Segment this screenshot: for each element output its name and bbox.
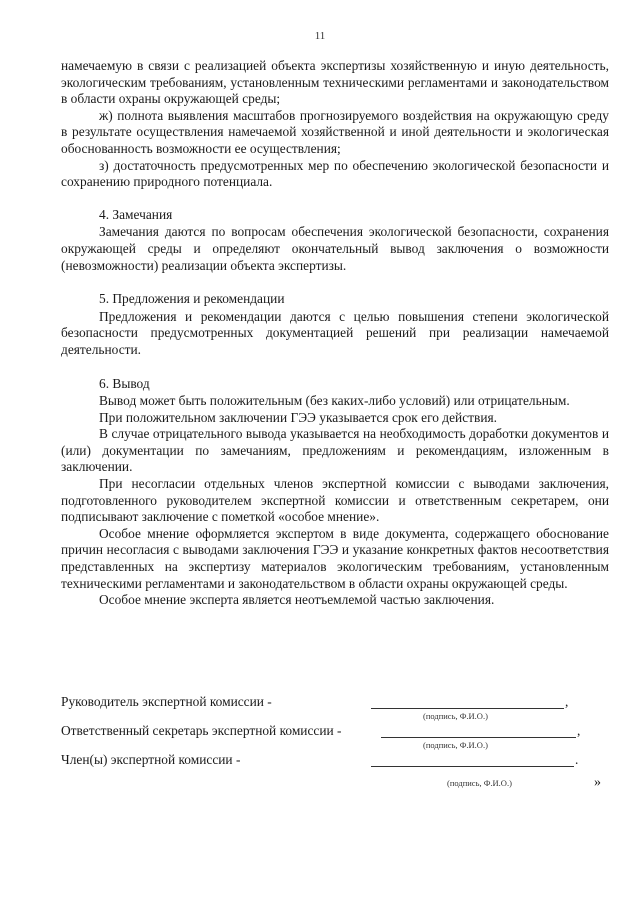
conclusion-paragraph: Вывод может быть положительным (без каких-либо условий) или отрицательным. (99, 393, 570, 409)
paragraph-continuation: намечаемую в связи с реализацией объекта экспертизы хозяйственную и иную деятельность, экологическим требованиям, установленным техническими регламентами и законодательством в области охраны окружающей среды; (61, 58, 609, 107)
paragraph-item-zh: ж) полнота выявления масштабов прогнозируемого воздействия на окружающую среду в результате осуществления намечаемой хозяйственной и иной деятельности и экологическая обоснованность возможности ее осуществления; (61, 107, 609, 156)
section-heading-remarks: 4. Замечания (99, 206, 173, 222)
section-text-proposals: Предложения и рекомендации даются с целью повышения степени экологической безопасности предусмотренных документацией решений при реализации намечаемой деятельности. (61, 308, 609, 357)
conclusion-paragraph: В случае отрицательного вывода указывается на необходимость доработки документов и (или) документации по замечаниям, предложениям и рекомендациям, изложенным в заключении. (61, 426, 609, 475)
page-number: 11 (314, 30, 326, 42)
signature-line (381, 737, 576, 738)
signature-punct: , (577, 723, 581, 738)
conclusion-paragraph: Особое мнение эксперта является неотъемлемой частью заключения. (99, 592, 495, 608)
conclusion-paragraph: Особое мнение оформляется экспертом в виде документа, содержащего обоснование причин несогласия с выводами заключения ГЭЭ и указание конкретных фактов несоответствия представленных на экспертизу материалов экологическим требованиям, установленным техническими регламентами и законодательством в области охраны окружающей среды. (61, 525, 609, 591)
signature-caption: (подпись, Ф.И.О.) (423, 740, 488, 750)
section-heading-conclusion: 6. Вывод (99, 375, 150, 391)
signature-row-head (61, 694, 621, 723)
signature-block (61, 694, 621, 788)
paragraph-item-z: з) достаточность предусмотренных мер по обеспечению экологической безопасности и сохранению природного потенциала. (61, 157, 609, 190)
signature-role: Ответственный секретарь экспертной комиссии - (61, 723, 342, 738)
signature-line (371, 766, 574, 767)
closing-quote: » (594, 775, 601, 790)
signature-punct: , (565, 694, 569, 709)
conclusion-paragraph: При несогласии отдельных членов экспертной комиссии с выводами заключения, подготовленного руководителем экспертной комиссии и ответственным секретарем, они подписывают заключение с пометкой «особое мнение». (61, 476, 609, 525)
section-heading-proposals: 5. Предложения и рекомендации (99, 291, 285, 307)
signature-row-members (61, 752, 621, 788)
signature-line (371, 708, 564, 709)
section-text-remarks: Замечания даются по вопросам обеспечения экологической безопасности, сохранения окружающей среды и определяют окончательный вывод заключения о возможности (невозможности) реализации объекта экспертизы. (61, 224, 609, 273)
signature-role: Член(ы) экспертной комиссии - (61, 752, 241, 767)
signature-punct: . (575, 752, 579, 767)
signature-caption: (подпись, Ф.И.О.) (447, 778, 512, 788)
document-body (61, 58, 609, 609)
signature-role: Руководитель экспертной комиссии - (61, 694, 272, 709)
signature-caption: (подпись, Ф.И.О.) (423, 711, 488, 721)
signature-row-secretary (61, 723, 621, 752)
conclusion-paragraph: При положительном заключении ГЭЭ указывается срок его действия. (99, 409, 498, 425)
